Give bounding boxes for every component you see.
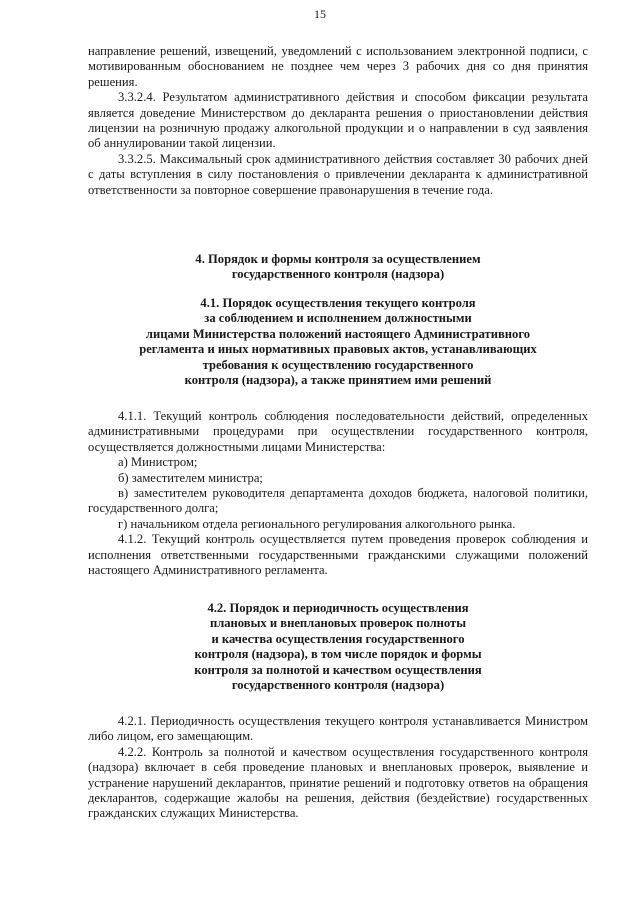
paragraphs-4-2 [88, 714, 588, 822]
paragraph-4-1-2: 4.1.2. Текущий контроль осуществляется путем проведения проверок соблюдения и исполнения ответственными государственными гражданскими служащими положений настоящего Административного регламента. [88, 532, 588, 578]
section-4-1-heading: 4.1. Порядок осуществления текущего контроля за соблюдением и исполнением должностными лицами Министерства положений настоящего Административного регламента и иных нормативных правовых актов, устанавливающих требования к осуществлению государственного контроля (надзора), а также принятием ими решений [139, 296, 537, 388]
list-item-b: б) заместителем министра; [118, 470, 263, 485]
list-item-v: в) заместителем руководителя департамента доходов бюджета, налоговой политики, государственного долга; [88, 486, 588, 516]
paragraph-3-3-2-4: 3.3.2.4. Результатом административного действия и способом фиксации результата является доведение Министерством до декларанта решения о приостановлении действия лицензии на розничную продажу алкогольной продукции и о направлении в суд заявления об аннулировании такой лицензии. [88, 90, 588, 151]
section-4-2-heading: 4.2. Порядок и периодичность осуществления плановых и внеплановых проверок полноты и качества осуществления государственного контроля (надзора), в том числе порядок и формы контроля за полнотой и качеством осуществления государственного контроля (надзора) [194, 601, 482, 693]
section-4-heading: 4. Порядок и формы контроля за осуществлением государственного контроля (надзора) [195, 252, 481, 282]
list-item-g: г) начальником отдела регионального регулирования алкогольного рынка. [118, 516, 516, 531]
paragraph-4-2-2: 4.2.2. Контроль за полнотой и качеством осуществления государственного контроля (надзора) включает в себя проведение плановых и внеплановых проверок, выявление и устранение нарушений декларантов, принятие решений и подготовку ответов на обращения декларантов, содержащие жалобы на решения, действия (бездействие) государственных гражданских служащих Министерства. [88, 744, 588, 821]
list-item-a: а) Министром; [118, 455, 198, 470]
paragraph-4-1-1: 4.1.1. Текущий контроль соблюдения последовательности действий, определенных административными процедурами при осуществлении государственного контроля, осуществляется должностными лицами Министерства: [88, 409, 588, 454]
paragraphs-4-1 [88, 409, 588, 578]
continuation-paragraph: направление решений, извещений, уведомлений с использованием электронной подписи, с мотивированным обоснованием не позднее чем через 3 рабочих дня со дня принятия решения. [88, 44, 588, 89]
page-number: 15 [314, 7, 326, 21]
paragraph-4-2-1: 4.2.1. Периодичность осуществления текущего контроля устанавливается Министром либо лицом, его замещающим. [88, 714, 588, 744]
paragraphs-3-3-2 [88, 44, 588, 198]
paragraph-3-3-2-5: 3.3.2.5. Максимальный срок административного действия составляет 30 рабочих дней с даты вступления в силу постановления о привлечении декларанта к административной ответственности за повторное совершение правонарушения в течение года. [88, 151, 588, 197]
